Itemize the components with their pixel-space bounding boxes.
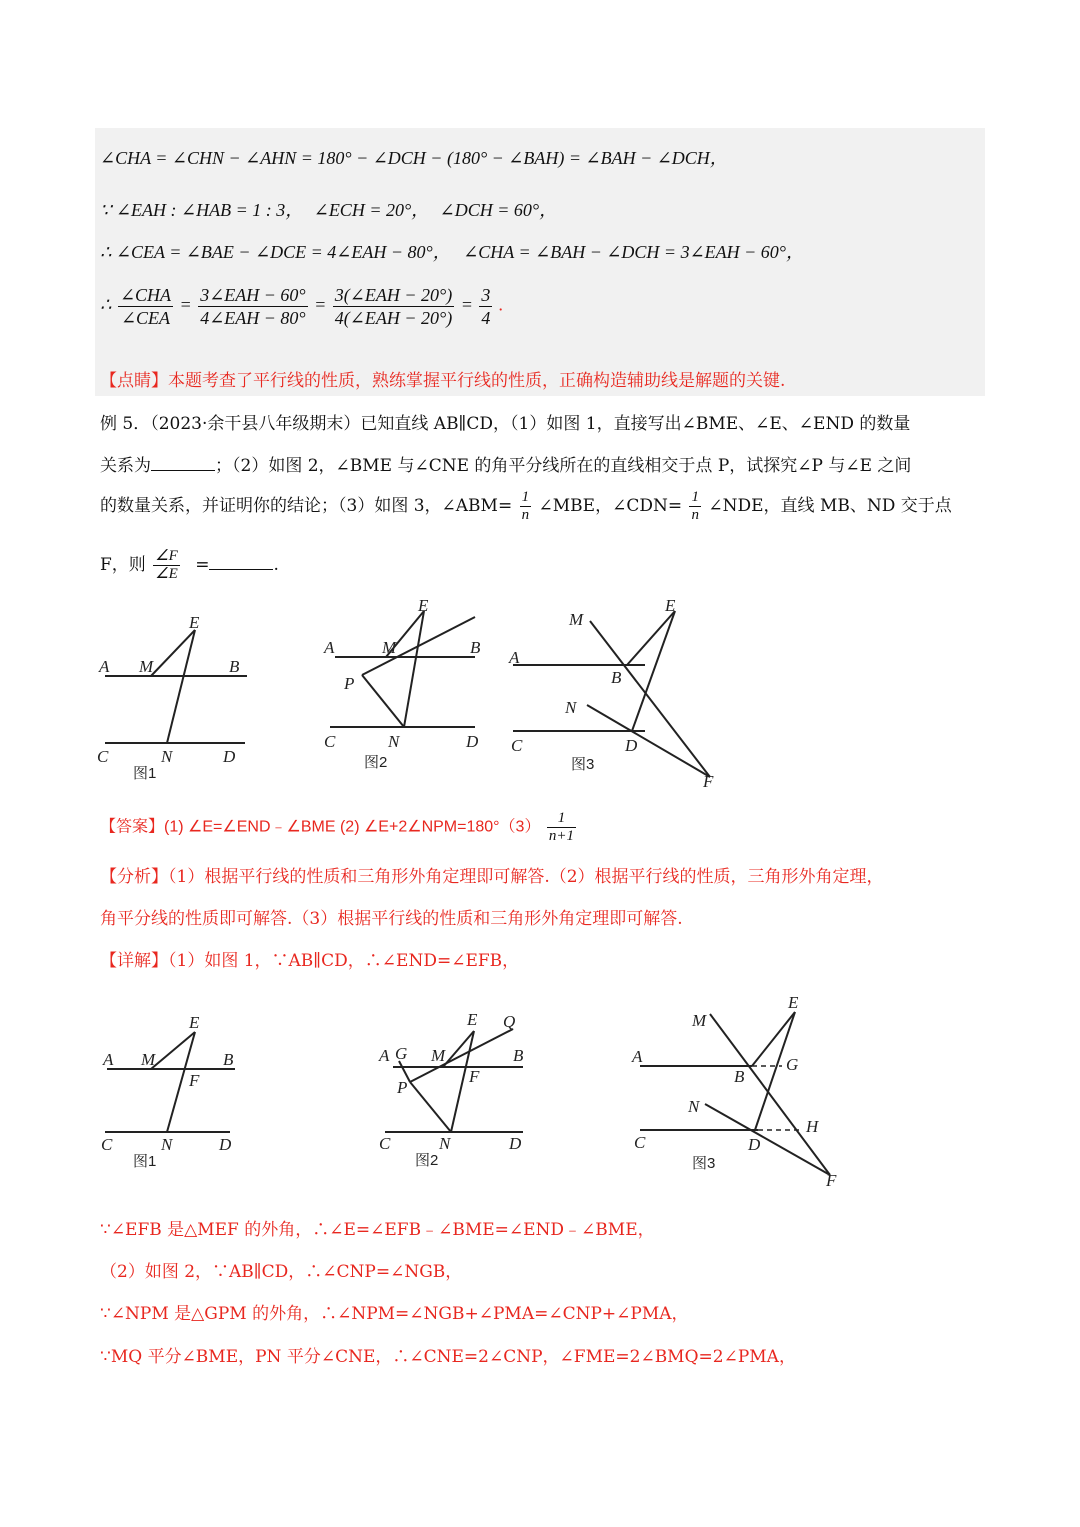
svg-text:A: A bbox=[103, 1050, 114, 1069]
analysis-line-1: 【分析】（1）根据平行线的性质和三角形外角定理即可解答.（2）根据平行线的性质，三角形外角定理， bbox=[100, 867, 884, 887]
answer-blank-1[interactable] bbox=[151, 456, 215, 471]
svg-text:C: C bbox=[634, 1133, 646, 1152]
detail-intro: 【详解】（1）如图 1，∵AB∥CD，∴∠END=∠EFB， bbox=[100, 951, 520, 971]
svg-text:F: F bbox=[826, 1171, 837, 1190]
svg-text:E: E bbox=[418, 596, 429, 615]
svg-text:M: M bbox=[569, 610, 584, 629]
svg-text:B: B bbox=[229, 657, 240, 676]
svg-text:图2: 图2 bbox=[415, 1152, 439, 1169]
svg-text:A: A bbox=[509, 648, 520, 667]
svg-text:P: P bbox=[397, 1078, 408, 1097]
svg-text:E: E bbox=[467, 1010, 478, 1029]
solution-line-4: ∴ $\frac{\text{∠CHA}}{\text{∠CEA}}$ = $\frac{\text{3∠EAH − 60°}}{\text{4∠EAH − 80°}}$ = $\frac{\text{3(∠EAH − 20°)}}{\text{4(∠EAH − 20°)}}$ = $\frac{3}{4}$ . bbox=[100, 285, 504, 328]
analysis-line-2: 角平分线的性质即可解答.（3）根据平行线的性质和三角形外角定理即可解答. bbox=[100, 909, 683, 929]
fraction-factored: $\frac{\text{3(∠EAH − 20°)}}{\text{4(∠EAH − 20°)}}$ bbox=[334, 285, 453, 328]
svg-text:N: N bbox=[388, 732, 400, 751]
svg-text:B: B bbox=[223, 1050, 234, 1069]
detail-line-1: ∵∠EFB 是△MEF 的外角，∴∠E=∠EFB﹣∠BME=∠END﹣∠BME， bbox=[100, 1220, 655, 1240]
example5-line-4: F，则 $\frac{\angle F}{\angle E}$ = . bbox=[100, 548, 279, 582]
svg-text:B: B bbox=[734, 1067, 745, 1086]
svg-text:图3: 图3 bbox=[692, 1155, 716, 1172]
svg-text:D: D bbox=[748, 1135, 761, 1154]
svg-text:N: N bbox=[565, 698, 577, 717]
svg-text:G: G bbox=[786, 1055, 799, 1074]
svg-text:图2: 图2 bbox=[364, 754, 388, 771]
svg-text:B: B bbox=[513, 1046, 524, 1065]
answer-blank-2[interactable] bbox=[209, 555, 273, 570]
svg-text:F: F bbox=[469, 1067, 480, 1086]
svg-text:C: C bbox=[379, 1134, 391, 1153]
example5-line-3: 的数量关系，并证明你的结论；（3）如图 3，∠ABM= $\frac{1}{n}$ ∠MBE，∠CDN= $\frac{1}{n}$ ∠NDE，直线 MB、ND 交于点 bbox=[100, 489, 952, 523]
figure-top-2 bbox=[320, 595, 500, 785]
svg-text:D: D bbox=[466, 732, 479, 751]
fraction-cha-cea: $\frac{\text{∠CHA}}{\text{∠CEA}}$ bbox=[119, 285, 172, 328]
svg-text:M: M bbox=[139, 657, 154, 676]
figure-bottom-3 bbox=[630, 990, 850, 1190]
svg-text:G: G bbox=[395, 1044, 408, 1063]
svg-text:N: N bbox=[161, 747, 173, 766]
solution-line-3: ∴ ∠CEA = ∠BAE − ∠DCE = 4∠EAH − 80°， ∠CHA = ∠BAH − ∠DCH = 3∠EAH − 60°， bbox=[100, 242, 804, 262]
svg-text:D: D bbox=[625, 736, 638, 755]
svg-text:D: D bbox=[219, 1135, 232, 1154]
svg-text:C: C bbox=[511, 736, 523, 755]
figure-top-1 bbox=[95, 600, 255, 790]
svg-text:B: B bbox=[470, 638, 481, 657]
svg-text:Q: Q bbox=[503, 1012, 516, 1031]
svg-text:E: E bbox=[189, 1013, 200, 1032]
fraction-expanded: $\frac{\text{3∠EAH − 60°}}{\text{4∠EAH − 80°}}$ bbox=[200, 285, 306, 328]
figure-bottom-1 bbox=[95, 1010, 245, 1175]
solution-line-2: ∵ ∠EAH : ∠HAB = 1 : 3， ∠ECH = 20°， ∠DCH = 60°， bbox=[100, 200, 558, 220]
example5-line-2: 关系为 ；（2）如图 2，∠BME 与∠CNE 的角平分线所在的直线相交于点 P，试探究∠P 与∠E 之间 bbox=[100, 456, 912, 476]
detail-line-2: （2）如图 2，∵AB∥CD，∴∠CNP=∠NGB， bbox=[100, 1262, 463, 1282]
svg-text:M: M bbox=[431, 1046, 446, 1065]
solution-line-1: ∠CHA = ∠CHN − ∠AHN = 180° − ∠DCH − (180° − ∠BAH) = ∠BAH − ∠DCH， bbox=[100, 148, 728, 168]
dianjing-note: 【点睛】本题考查了平行线的性质，熟练掌握平行线的性质，正确构造辅助线是解题的关键. bbox=[100, 371, 786, 391]
svg-text:F: F bbox=[189, 1071, 200, 1090]
svg-text:F: F bbox=[703, 772, 714, 791]
figure-top-3 bbox=[505, 595, 725, 795]
svg-text:A: A bbox=[324, 638, 335, 657]
svg-text:图1: 图1 bbox=[133, 1153, 157, 1170]
svg-text:H: H bbox=[806, 1117, 819, 1136]
detail-line-4: ∵MQ 平分∠BME，PN 平分∠CNE，∴∠CNE=2∠CNP，∠FME=2∠BMQ=2∠PMA， bbox=[100, 1347, 796, 1367]
detail-line-3: ∵∠NPM 是△GPM 的外角，∴∠NPM=∠NGB+∠PMA=∠CNP+∠PMA， bbox=[100, 1304, 689, 1324]
svg-text:B: B bbox=[611, 668, 622, 687]
svg-text:P: P bbox=[344, 674, 355, 693]
svg-text:图1: 图1 bbox=[133, 765, 157, 782]
svg-text:D: D bbox=[223, 747, 236, 766]
svg-text:A: A bbox=[379, 1046, 390, 1065]
svg-text:M: M bbox=[141, 1050, 156, 1069]
example5-line-1: 例 5．（2023·余干县八年级期末）已知直线 AB∥CD，（1）如图 1，直接写出∠BME、∠E、∠END 的数量 bbox=[100, 414, 911, 434]
svg-text:E: E bbox=[788, 993, 799, 1012]
svg-text:C: C bbox=[101, 1135, 113, 1154]
svg-text:A: A bbox=[99, 657, 110, 676]
svg-text:E: E bbox=[665, 596, 676, 615]
svg-text:图3: 图3 bbox=[571, 756, 595, 773]
svg-text:N: N bbox=[439, 1134, 451, 1153]
svg-text:E: E bbox=[189, 613, 200, 632]
svg-text:N: N bbox=[688, 1097, 700, 1116]
svg-text:M: M bbox=[692, 1011, 707, 1030]
svg-text:D: D bbox=[509, 1134, 522, 1153]
svg-text:C: C bbox=[324, 732, 336, 751]
fraction-result: $\frac{3}{4}$ bbox=[481, 285, 491, 328]
svg-text:N: N bbox=[161, 1135, 173, 1154]
figure-bottom-2 bbox=[375, 1005, 535, 1175]
svg-text:M: M bbox=[382, 638, 397, 657]
svg-text:C: C bbox=[97, 747, 109, 766]
svg-text:A: A bbox=[632, 1047, 643, 1066]
answer-line: 【答案】(1) ∠E=∠END﹣∠BME (2) ∠E+2∠NPM=180°（3） $\frac{1}{n+1}$ bbox=[100, 810, 575, 844]
